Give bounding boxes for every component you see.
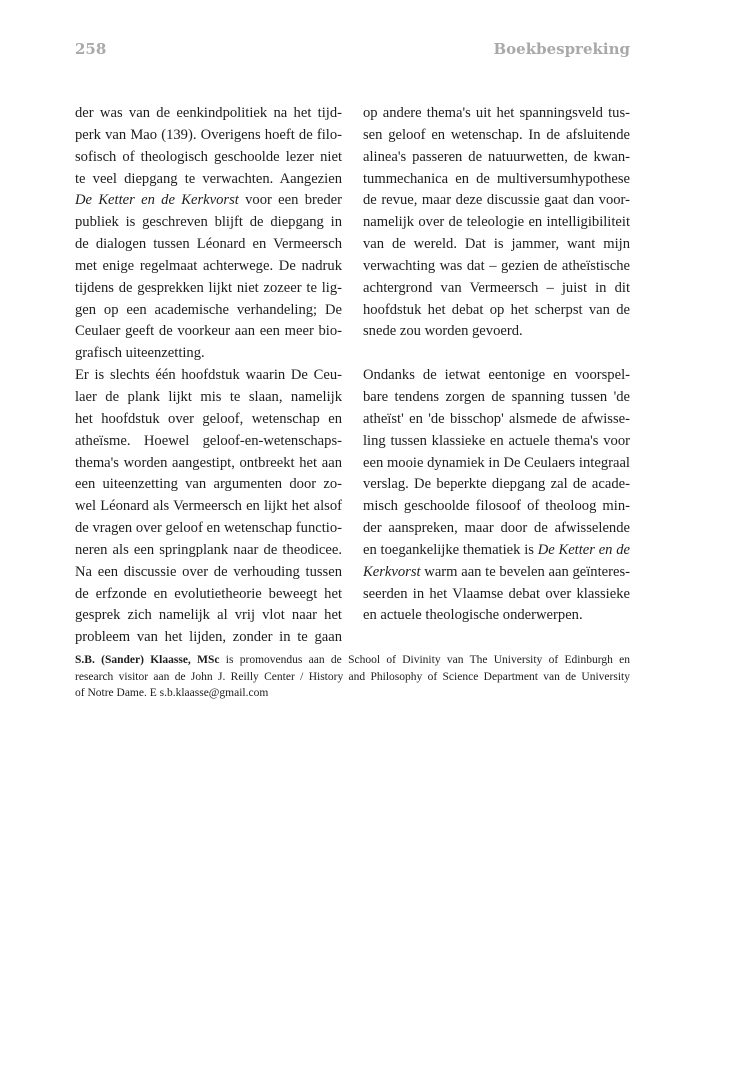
body-line: verslag. De beperkte diepgang zal de acade- xyxy=(363,476,630,493)
body-line: het hoofdstuk over geloof, wetenschap en xyxy=(75,410,342,427)
body-line: gesprek zich namelijk al vrij vlot naar het xyxy=(75,607,342,624)
body-line: tijdens de gesprekken lijkt niet zozeer te lig- xyxy=(75,279,342,296)
book-title: Kerkvorst xyxy=(363,563,421,580)
body-line: achtergrond van Vermeersch – juist in dit xyxy=(363,279,630,296)
body-line: de dialogen tussen Léonard en Vermeersch xyxy=(75,236,342,253)
body-line: seerden in het Vlaamse debat over klassieke xyxy=(363,585,630,602)
author-bio xyxy=(75,652,630,702)
body-line: de erfzonde en evolutietheorie beweegt het xyxy=(75,585,342,602)
bio-line: S.B. (Sander) Klaasse, MSc is promovendus aan de School of Divinity van The University of Edinburgh en xyxy=(75,654,630,666)
body-line: Er is slechts één hoofdstuk waarin De Ceu- xyxy=(75,367,342,384)
body-line: van de wereld. Dat is jammer, want mijn xyxy=(363,236,630,253)
body-line-with-title: en toegankelijke thematiek is De Ketter en de xyxy=(363,541,630,558)
body-line: Ceulaer geeft de voorkeur aan een meer bio- xyxy=(75,323,342,340)
body-line: atheïsme. Hoewel geloof-en-wetenschaps- xyxy=(75,432,342,449)
body-line: een mooie dynamiek in De Ceulaers integraal xyxy=(363,454,630,471)
body-line: tummechanica en de multiversumhypothese xyxy=(363,170,630,187)
body-line: misch geschoolde filosoof of theoloog min- xyxy=(363,498,630,515)
body-line: atheïst' en 'de bisschop' alsmede de afwisse- xyxy=(363,410,630,427)
body-line: gen op een academische verhandeling; De xyxy=(75,301,342,318)
left-column xyxy=(75,103,342,649)
body-line: hoofdstuk het debat op het scherpst van de xyxy=(363,301,630,318)
body-line: de vragen over geloof en wetenschap functio- xyxy=(75,520,342,537)
body-line: perk van Mao (139). Overigens hoeft de filo- xyxy=(75,126,342,143)
body-line: publiek is geschreven blijft de diepgang in xyxy=(75,214,342,231)
body-line: probleem van het lijden, zonder in te gaan xyxy=(75,629,342,646)
body-line: een uiteenzetting van argumenten door zo- xyxy=(75,476,342,493)
body-line: der was van de eenkindpolitiek na het tijd- xyxy=(75,105,342,121)
body-line: laer de plank lijkt mis te slaan, namelijk xyxy=(75,388,342,405)
book-title: De Ketter en de Kerkvorst xyxy=(75,192,239,209)
bio-line: research visitor aan de John J. Reilly Center / History and Philosophy of Science Department van de University xyxy=(75,670,630,683)
book-title: De Ketter en de xyxy=(537,541,630,558)
page-number: 258 xyxy=(75,40,107,58)
body-line: wel Léonard als Vermeersch en lijkt het alsof xyxy=(75,498,342,515)
body-line: verwachting was dat – gezien de atheïstische xyxy=(363,257,630,274)
body-line: te veel diepgang te verwachten. Aangezien xyxy=(75,170,342,187)
body-line: Na een discussie over de verhouding tussen xyxy=(75,563,342,580)
body-line: neren als een springplank naar de theodicee. xyxy=(75,541,342,558)
body-line: snede zou worden gevoerd. xyxy=(363,323,523,340)
body-line: thema's worden aangestipt, ontbreekt het aan xyxy=(75,454,342,471)
body-line: grafisch uiteenzetting. xyxy=(75,345,205,362)
right-column xyxy=(363,103,630,627)
body-line: namelijk over de teleologie en intelligibiliteit xyxy=(363,214,630,231)
body-line: met enige regelmaat achterwege. De nadruk xyxy=(75,257,342,274)
paragraph-gap xyxy=(363,343,630,365)
body-line-with-title: De Ketter en de Kerkvorst voor een breder xyxy=(75,192,342,209)
section-title: Boekbespreking xyxy=(493,40,630,58)
body-line: bare tendens zorgen de spanning tussen 'de xyxy=(363,388,630,405)
body-line: der aanspreken, maar door de afwisselende xyxy=(363,520,630,537)
author-name: S.B. (Sander) Klaasse, MSc xyxy=(75,654,220,666)
running-header xyxy=(75,40,630,62)
body-line: Ondanks de ietwat eentonige en voorspel- xyxy=(363,367,630,384)
bio-line: of Notre Dame. E s.b.klaasse@gmail.com xyxy=(75,687,269,699)
body-line: ling tussen klassieke en actuele thema's voor xyxy=(363,432,630,449)
body-line: alinea's passeren de natuurwetten, de kwan- xyxy=(363,148,630,165)
body-line: de revue, maar deze discussie gaat dan voor- xyxy=(363,192,630,209)
body-line-with-title: Kerkvorst warm aan te bevelen aan geïnteres- xyxy=(363,563,630,580)
body-line: sofisch of theologisch geschoolde lezer niet xyxy=(75,148,342,165)
body-line: sen geloof en wetenschap. In de afsluitende xyxy=(363,126,630,143)
body-line: op andere thema's uit het spanningsveld tus- xyxy=(363,105,630,121)
body-line: en actuele theologische onderwerpen. xyxy=(363,607,583,624)
